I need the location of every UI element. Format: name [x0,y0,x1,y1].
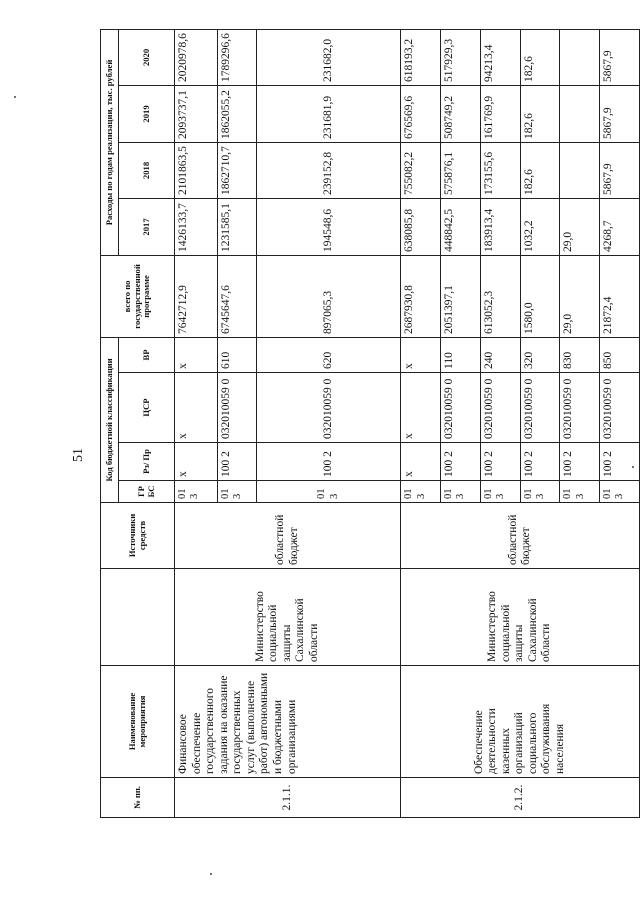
cell-2019: 182,6 [520,85,560,142]
scan-speck [210,873,212,875]
cell-2020 [560,29,600,85]
cell-vr: 320 [520,337,560,372]
section-name: Обеспечение деятельности казенных организаций социального обслуживания населения [401,666,640,778]
section-source: областной бюджет [401,503,640,569]
cell-total: 6745647,6 [217,255,257,337]
cell-rzpr: 100 2 [217,443,257,481]
section-source: областной бюджет [175,503,401,569]
cell-rzpr: 100 2 [600,443,640,481]
section-num: 2.1.1. [175,778,401,818]
cell-grbs: 01 3 [560,481,600,503]
header-grbs: ГР БС [119,481,175,503]
cell-2018: 173155,6 [480,142,520,198]
cell-2018 [560,142,600,198]
cell-total: 2687930,8 [401,255,441,337]
cell-2018: 5867,9 [600,142,640,198]
header-executor [101,569,175,666]
cell-csr: 032010059 0 [257,373,401,443]
section-name: Финансовое обеспечение государственного задания на оказание государственных услуг (выполнение работ) автономными и бюджетными организациями [175,666,401,778]
header-2019: 2019 [119,85,175,142]
cell-2019: 508749,2 [441,85,481,142]
cell-2019: 161769,9 [480,85,520,142]
cell-2019 [560,85,600,142]
cell-2017: 1032,2 [520,198,560,255]
cell-2020: 182,6 [520,29,560,85]
header-budget-code: Код бюджетной классификации [101,337,119,502]
page-number: 51 [71,448,86,462]
cell-total: 21872,4 [600,255,640,337]
cell-2018: 575876,1 [441,142,481,198]
cell-total: 897065,3 [257,255,401,337]
cell-vr: 620 [257,337,401,372]
cell-grbs: 01 3 [401,481,441,503]
cell-csr: 032010059 0 [520,373,560,443]
cell-2018: 239152,8 [257,142,401,198]
cell-total: 2051397,1 [441,255,481,337]
header-csr: ЦСР [119,373,175,443]
header-num: № пп. [101,778,175,818]
cell-vr: х [175,337,218,372]
cell-2020: 1789296,6 [217,29,257,85]
cell-csr: 032010059 0 [480,373,520,443]
cell-2018: 182,6 [520,142,560,198]
cell-vr: 850 [600,337,640,372]
header-name: Наименование мероприятия [101,666,175,778]
cell-2019: 1862055,2 [217,85,257,142]
cell-grbs: 01 3 [175,481,218,503]
cell-rzpr: х [401,443,441,481]
cell-total: 29,0 [560,255,600,337]
cell-csr: 032010059 0 [600,373,640,443]
cell-grbs: 01 3 [217,481,257,503]
header-total: всего по государственной программе [101,255,175,337]
cell-2019: 231681,9 [257,85,401,142]
cell-csr: х [401,373,441,443]
header-source: Источники средств [101,503,175,569]
cell-2018: 1862710,7 [217,142,257,198]
cell-2017: 183913,4 [480,198,520,255]
cell-vr: 240 [480,337,520,372]
scan-speck [14,96,16,98]
table-row [175,29,218,817]
section-num: 2.1.2. [401,778,640,818]
expenses-table [100,29,640,818]
cell-grbs: 01 3 [600,481,640,503]
cell-2020: 2020978,6 [175,29,218,85]
header-2018: 2018 [119,142,175,198]
cell-total: 613052,3 [480,255,520,337]
header-expenses: Расходы по годам реализации, тыс. рублей [101,29,119,255]
cell-2020: 5867,9 [600,29,640,85]
cell-rzpr: 100 2 [257,443,401,481]
cell-2019: 676569,6 [401,85,441,142]
cell-vr: 110 [441,337,481,372]
cell-csr: х [175,373,218,443]
cell-2017: 194548,6 [257,198,401,255]
cell-2018: 755082,2 [401,142,441,198]
cell-2017: 448842,5 [441,198,481,255]
section-executor: Министерство социальной защиты Сахалинской области [175,569,401,666]
cell-grbs: 01 3 [520,481,560,503]
cell-grbs: 01 3 [441,481,481,503]
cell-2019: 5867,9 [600,85,640,142]
rotated-page [100,30,640,818]
cell-rzpr: 100 2 [520,443,560,481]
cell-rzpr: 100 2 [560,443,600,481]
cell-csr: 032010059 0 [441,373,481,443]
cell-csr: 032010059 0 [217,373,257,443]
header-2020: 2020 [119,29,175,85]
cell-2020: 517929,3 [441,29,481,85]
cell-rzpr: х [175,443,218,481]
header-rzpr: Рз/ Пр [119,443,175,481]
cell-vr: 830 [560,337,600,372]
cell-grbs: 01 3 [480,481,520,503]
cell-csr: 032010059 0 [560,373,600,443]
cell-2017: 638085,8 [401,198,441,255]
cell-2020: 618193,2 [401,29,441,85]
cell-2020: 231682,0 [257,29,401,85]
header-2017: 2017 [119,198,175,255]
cell-vr: х [401,337,441,372]
cell-total: 1580,0 [520,255,560,337]
cell-2019: 2093737,1 [175,85,218,142]
header-vr: ВР [119,337,175,372]
section-executor: Министерство социальной защиты Сахалинской области [401,569,640,666]
cell-2017: 29,0 [560,198,600,255]
table-row [401,29,441,817]
cell-grbs: 01 3 [257,481,401,503]
cell-2017: 4268,7 [600,198,640,255]
cell-total: 7642712,9 [175,255,218,337]
cell-2020: 94213,4 [480,29,520,85]
cell-2017: 1231585,1 [217,198,257,255]
cell-vr: 610 [217,337,257,372]
cell-2017: 1426133,7 [175,198,218,255]
cell-rzpr: 100 2 [441,443,481,481]
cell-2018: 2101863,5 [175,142,218,198]
cell-rzpr: 100 2 [480,443,520,481]
